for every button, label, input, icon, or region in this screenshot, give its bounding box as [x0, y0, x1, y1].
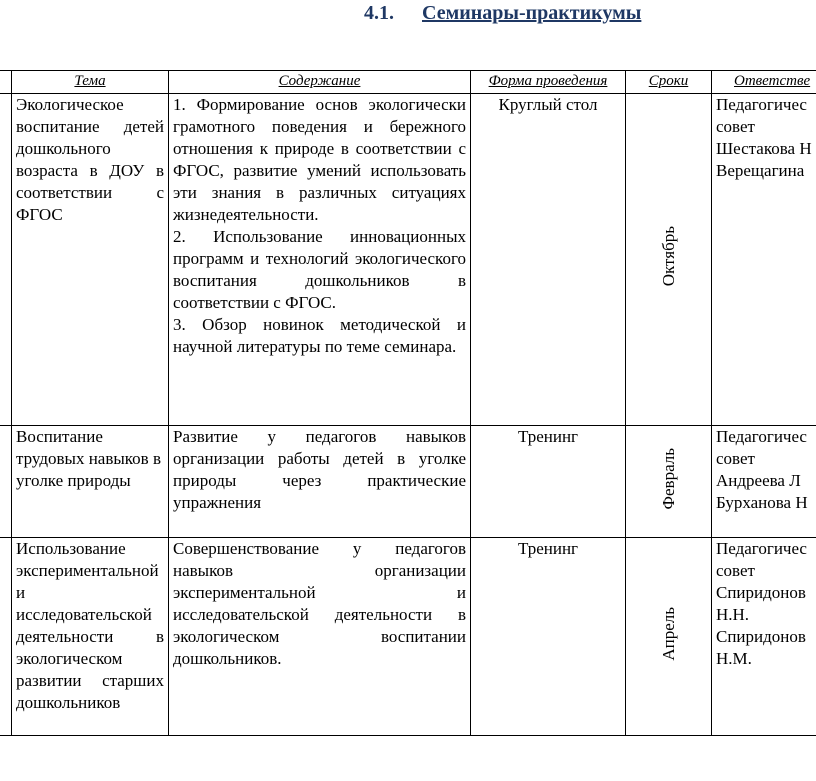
header-responsible: Ответстве	[712, 71, 816, 94]
responsible-line: Н.М.	[716, 649, 752, 668]
header-form: Форма проведения	[471, 71, 626, 94]
content-item: Совершенствование у педагогов навыков организации экспериментальной и исследовательской деятельности в экологическом воспитании дошкольников.	[173, 539, 466, 668]
content-item: 1. Формирование основ экологически грамотного поведения и бережного отношения к природе в соответствии с ФГОС, развитие умений использовать эти знания в различных ситуациях жизнедеятельности.	[173, 95, 466, 224]
responsible-line: Спиридонов	[716, 583, 806, 602]
section-heading	[364, 2, 641, 25]
header-dates: Сроки	[626, 71, 712, 94]
content-item: 3. Обзор новинок методической и научной литературы по теме семинара.	[173, 315, 466, 356]
content-item: Развитие у педагогов навыков организации работы детей в уголке природы через практические упражнения	[173, 427, 466, 512]
topic-cell: Использование экспериментальной и исследовательской деятельности в экологическом развитии старших дошкольников	[12, 538, 169, 736]
content-cell	[169, 426, 471, 538]
responsible-line: Бурханова Н	[716, 493, 808, 512]
form-cell: Тренинг	[471, 426, 626, 538]
row-number-cell	[0, 94, 12, 426]
responsible-cell	[712, 94, 816, 426]
row-number-cell	[0, 426, 12, 538]
seminars-table	[0, 70, 816, 736]
responsible-line: Педагогичес	[716, 427, 807, 446]
header-content: Содержание	[169, 71, 471, 94]
table-row	[0, 538, 816, 736]
section-number: 4.1.	[364, 2, 394, 24]
form-cell: Круглый стол	[471, 94, 626, 426]
responsible-line: Н.Н.	[716, 605, 750, 624]
table-row	[0, 94, 816, 426]
topic-cell: Воспитание трудовых навыков в уголке природы	[12, 426, 169, 538]
responsible-line: Педагогичес	[716, 95, 807, 114]
date-text: Февраль	[658, 447, 678, 510]
table-header-row	[0, 71, 816, 94]
responsible-line: Верещагина	[716, 161, 805, 180]
responsible-line: Спиридонов	[716, 627, 806, 646]
content-cell	[169, 538, 471, 736]
content-cell	[169, 94, 471, 426]
form-cell: Тренинг	[471, 538, 626, 736]
responsible-line: совет	[716, 117, 755, 136]
responsible-cell	[712, 426, 816, 538]
header-number	[0, 71, 12, 94]
topic-cell: Экологическое воспитание детей дошкольного возраста в ДОУ в соответствии с ФГОС	[12, 94, 169, 426]
date-cell	[626, 426, 712, 538]
responsible-line: Андреева Л	[716, 471, 801, 490]
responsible-line: совет	[716, 561, 755, 580]
date-cell	[626, 538, 712, 736]
responsible-line: совет	[716, 449, 755, 468]
header-topic: Тема	[12, 71, 169, 94]
content-item: 2. Использование инновационных программ и технологий экологического воспитания дошкольников в соответствии с ФГОС.	[173, 227, 466, 312]
responsible-cell	[712, 538, 816, 736]
responsible-line: Шестакова Н	[716, 139, 812, 158]
date-text: Апрель	[658, 606, 678, 661]
date-cell	[626, 94, 712, 426]
date-text: Октябрь	[658, 226, 678, 287]
section-title: Семинары-практикумы	[422, 2, 642, 24]
table-row	[0, 426, 816, 538]
row-number-cell	[0, 538, 12, 736]
responsible-line: Педагогичес	[716, 539, 807, 558]
